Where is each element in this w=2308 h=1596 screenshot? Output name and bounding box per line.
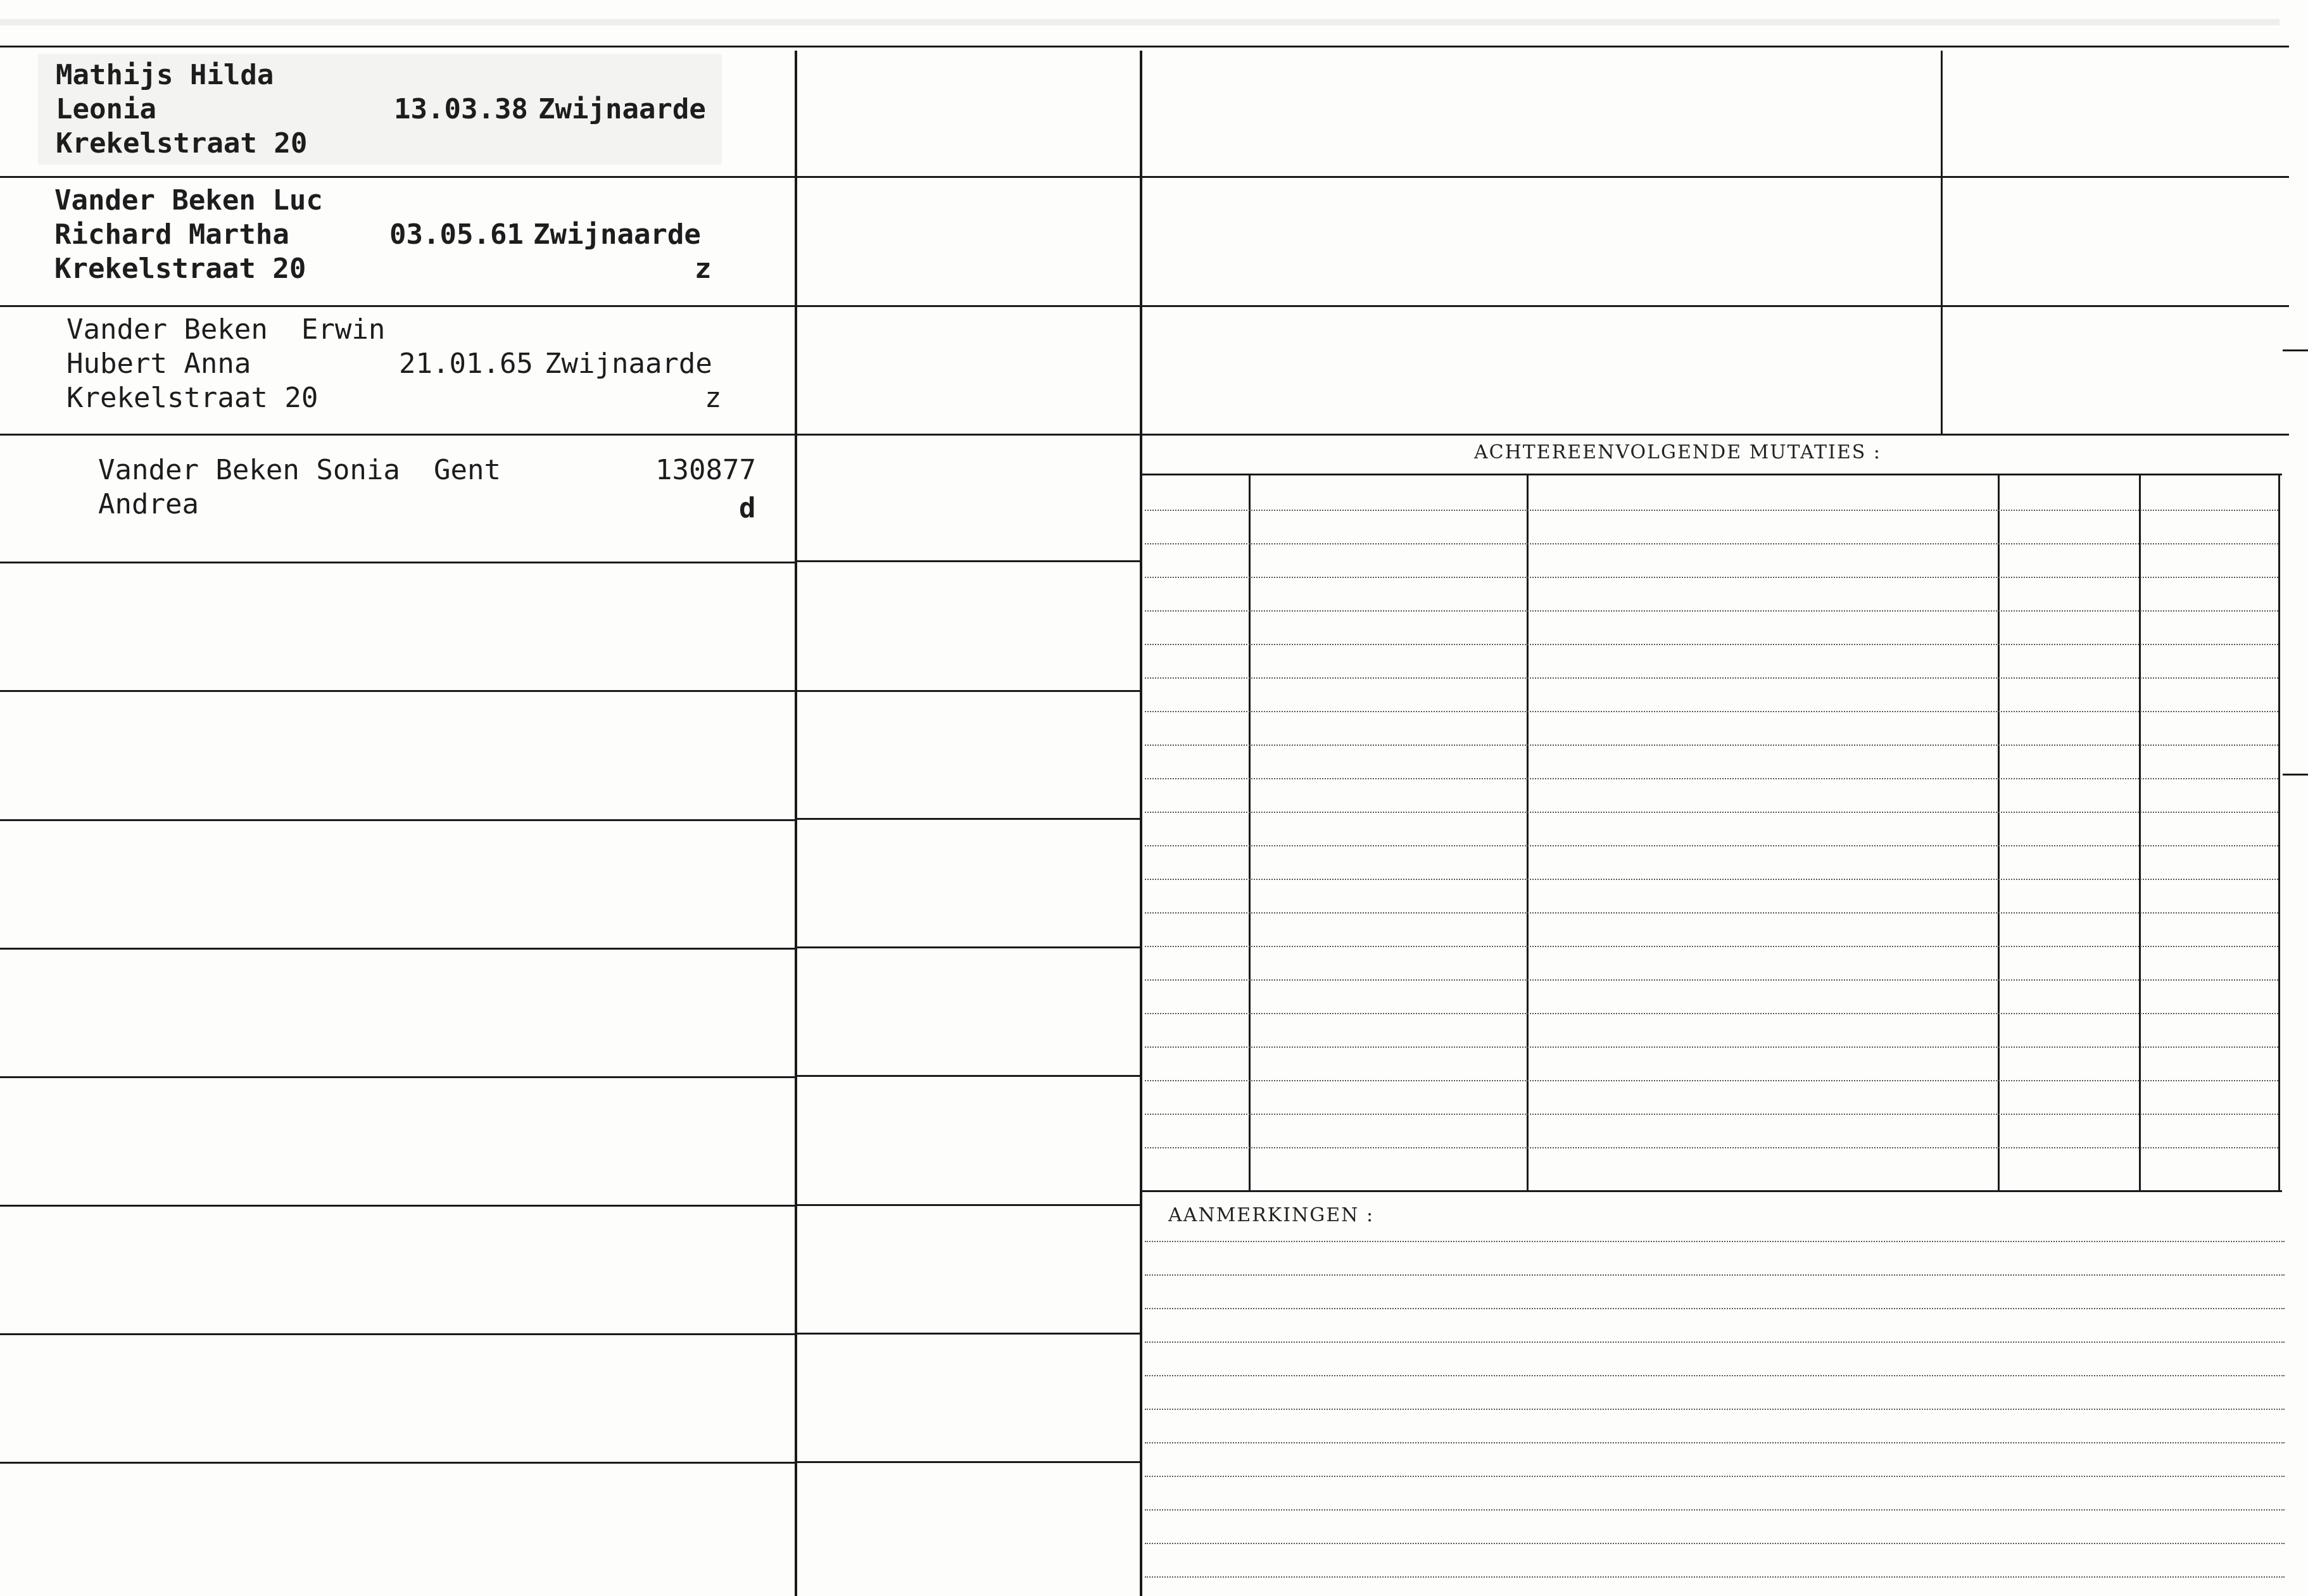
- entry-3-place: Zwijnaarde: [545, 348, 712, 380]
- entry-4-date: 130877: [655, 454, 756, 486]
- mutation-line: [1145, 778, 2278, 779]
- scan-noise-top: [0, 19, 2280, 25]
- entry-4-place: Gent: [434, 454, 501, 486]
- mutations-title: ACHTEREENVOLGENDE MUTATIES :: [1474, 441, 1881, 463]
- mutations-bottom-line: [1142, 1190, 2282, 1192]
- mid-row-line-3: [797, 434, 1140, 436]
- col-divider-1: [795, 51, 797, 1596]
- remark-line: [1145, 1476, 2285, 1477]
- col-divider-3: [1941, 51, 1943, 434]
- mutation-line: [1145, 812, 2278, 813]
- row-line-7: [0, 948, 795, 950]
- mutations-col-3: [1998, 475, 2000, 1191]
- remark-line: [1145, 1509, 2285, 1511]
- mid-row-line-1: [797, 176, 1140, 178]
- remark-line: [1145, 1274, 2285, 1276]
- entry-2-name: Vander Beken Luc: [54, 184, 323, 217]
- mutation-line: [1145, 711, 2278, 712]
- entry-3-name: Vander Beken Erwin: [66, 313, 386, 346]
- margin-tick-2: [2283, 774, 2308, 776]
- entry-1-address: Krekelstraat 20: [56, 127, 308, 160]
- mid-row-line-4: [797, 560, 1140, 562]
- remark-line: [1145, 1342, 2285, 1343]
- right-row-line-1: [1142, 176, 2289, 178]
- entry-1-first: Leonia: [56, 93, 156, 125]
- entry-4-mark: d: [739, 492, 756, 524]
- remark-line: [1145, 1308, 2285, 1309]
- margin-tick-1: [2283, 349, 2308, 351]
- remark-line: [1145, 1576, 2285, 1578]
- entry-3-first: Hubert Anna: [66, 348, 251, 380]
- mutations-col-4: [2139, 475, 2141, 1191]
- mid-row-line-5: [797, 690, 1140, 692]
- entry-2-date: 03.05.61: [389, 218, 524, 251]
- row-line-11: [0, 1462, 795, 1464]
- right-row-line-3: [1142, 434, 2289, 436]
- mutation-line: [1145, 1080, 2278, 1081]
- mid-row-line-7: [797, 946, 1140, 948]
- mid-row-line-10: [797, 1333, 1140, 1335]
- entry-3-date: 21.01.65: [399, 348, 533, 380]
- entry-1-place: Zwijnaarde: [538, 93, 706, 125]
- row-line-1: [0, 176, 795, 178]
- remark-line: [1145, 1543, 2285, 1544]
- mutation-line: [1145, 912, 2278, 914]
- row-line-9: [0, 1205, 795, 1207]
- remark-line: [1145, 1241, 2285, 1242]
- mutation-line: [1145, 1147, 2278, 1148]
- mid-row-line-6: [797, 818, 1140, 820]
- mid-row-line-9: [797, 1204, 1140, 1206]
- col-divider-2: [1140, 51, 1142, 1596]
- mutation-line: [1145, 510, 2278, 511]
- mutation-line: [1145, 1013, 2278, 1014]
- mid-row-line-11: [797, 1461, 1140, 1463]
- row-line-4: [0, 562, 795, 563]
- entry-3-address: Krekelstraat 20: [66, 382, 318, 414]
- entry-4-first: Andrea: [98, 488, 199, 520]
- entry-3-mark: z: [705, 382, 722, 414]
- mutations-header-line: [1142, 474, 2282, 475]
- mutations-col-2: [1527, 475, 1529, 1191]
- mid-row-line-8: [797, 1075, 1140, 1077]
- mutation-line: [1145, 1114, 2278, 1115]
- entry-2-address: Krekelstraat 20: [54, 253, 306, 285]
- mutation-line: [1145, 677, 2278, 679]
- mutation-line: [1145, 745, 2278, 746]
- row-line-8: [0, 1076, 795, 1078]
- entry-2-place: Zwijnaarde: [533, 218, 701, 251]
- right-row-line-2: [1142, 305, 2289, 307]
- mutation-line: [1145, 577, 2278, 578]
- entry-4-name: Vander Beken Sonia: [98, 454, 400, 486]
- remark-line: [1145, 1375, 2285, 1376]
- remarks-title: AANMERKINGEN :: [1168, 1204, 1375, 1226]
- row-line-3: [0, 434, 795, 436]
- row-line-6: [0, 819, 795, 821]
- mutation-line: [1145, 543, 2278, 544]
- mutation-line: [1145, 879, 2278, 880]
- mutation-line: [1145, 979, 2278, 981]
- mutation-line: [1145, 644, 2278, 645]
- mid-row-line-2: [797, 305, 1140, 307]
- mutations-col-5: [2278, 475, 2280, 1191]
- mutation-line: [1145, 610, 2278, 612]
- mutation-line: [1145, 946, 2278, 947]
- entry-2-first: Richard Martha: [54, 218, 289, 251]
- entry-2-mark: z: [695, 253, 712, 285]
- row-line-2: [0, 305, 795, 307]
- row-line-5: [0, 690, 795, 692]
- entry-1-name: Mathijs Hilda: [56, 59, 274, 91]
- mutations-col-1: [1249, 475, 1251, 1191]
- remark-line: [1145, 1409, 2285, 1410]
- row-line-10: [0, 1333, 795, 1335]
- mutation-line: [1145, 1046, 2278, 1048]
- entry-1-date: 13.03.38: [394, 93, 528, 125]
- remark-line: [1145, 1442, 2285, 1443]
- top-border: [0, 46, 2289, 47]
- mutation-line: [1145, 845, 2278, 846]
